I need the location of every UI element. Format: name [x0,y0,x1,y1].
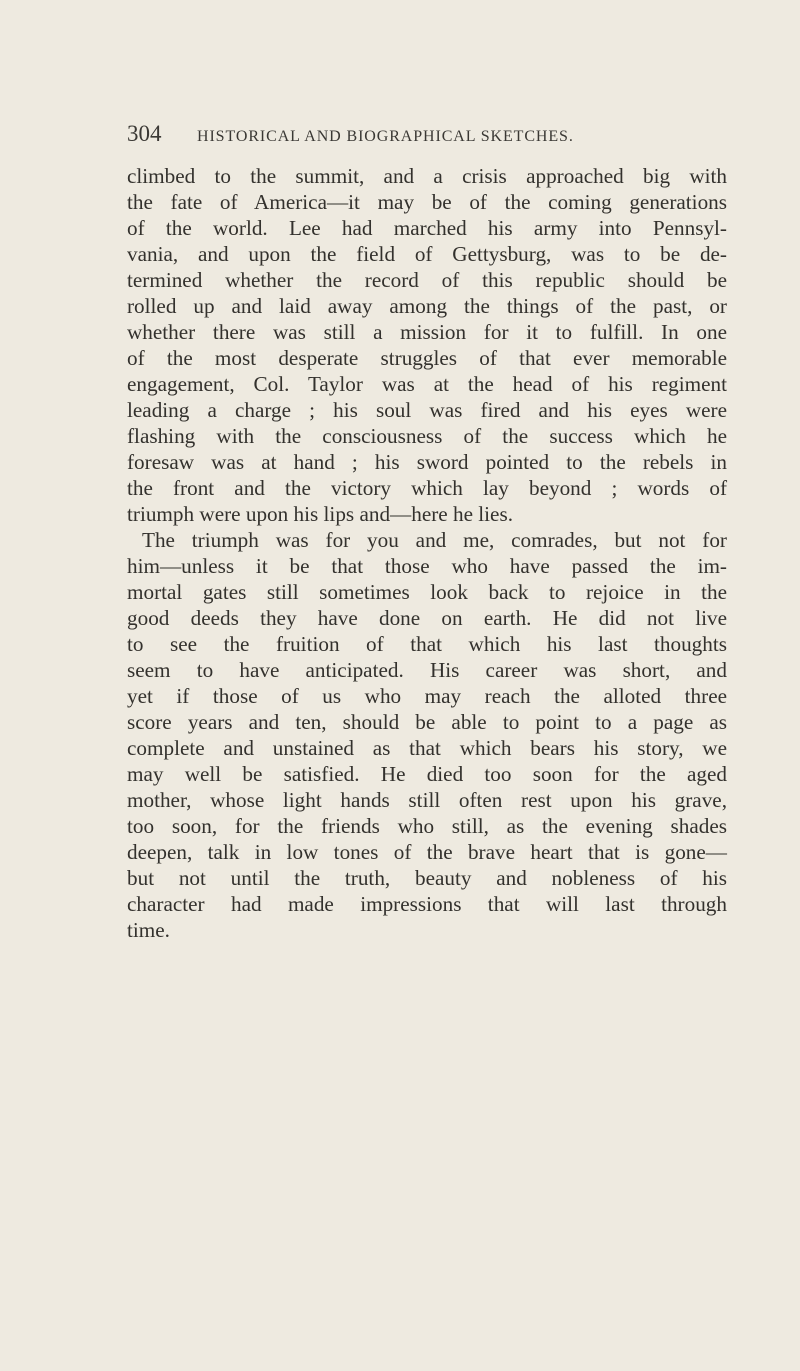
text-line: to see the fruition of that which his last thoughts [127,632,727,656]
text-line: rolled up and laid away among the things of the past, or [127,294,727,318]
text-line: mortal gates still sometimes look back to rejoice in the [127,580,727,604]
page-number: 304 [127,121,162,146]
text-line: triumph were upon his lips and—here he lies. [127,502,513,526]
text-line: too soon, for the friends who still, as the evening shades [127,814,727,838]
text-line: deepen, talk in low tones of the brave heart that is gone— [127,840,727,864]
text-line: leading a charge ; his soul was fired and his eyes were [127,398,727,422]
running-head: HISTORICAL AND BIOGRAPHICAL SKETCHES. [197,128,574,145]
page-header [127,121,707,147]
text-line: termined whether the record of this republic should be [127,268,727,292]
text-line: the front and the victory which lay beyond ; words of [127,476,727,500]
text-line: seem to have anticipated. His career was short, and [127,658,727,682]
text-line: him—unless it be that those who have passed the im- [127,554,727,578]
text-line: of the most desperate struggles of that ever memorable [127,346,727,370]
text-line: the fate of America—it may be of the coming generations [127,190,727,214]
text-line: complete and unstained as that which bears his story, we [127,736,727,760]
text-line: The triumph was for you and me, comrades, but not for [142,528,727,552]
body-text [127,163,727,943]
text-line: climbed to the summit, and a crisis approached big with [127,164,727,188]
text-line: engagement, Col. Taylor was at the head of his regiment [127,372,727,396]
text-line: score years and ten, should be able to point to a page as [127,710,727,734]
text-line: good deeds they have done on earth. He did not live [127,606,727,630]
text-line: yet if those of us who may reach the alloted three [127,684,727,708]
text-line: but not until the truth, beauty and nobleness of his [127,866,727,890]
text-line: of the world. Lee had marched his army into Pennsyl- [127,216,727,240]
text-line: flashing with the consciousness of the success which he [127,424,727,448]
text-line: whether there was still a mission for it to fulfill. In one [127,320,727,344]
text-line: time. [127,918,170,942]
text-line: vania, and upon the field of Gettysburg, was to be de- [127,242,727,266]
text-line: character had made impressions that will last through [127,892,727,916]
text-line: mother, whose light hands still often rest upon his grave, [127,788,727,812]
text-line: may well be satisfied. He died too soon for the aged [127,762,727,786]
text-line: foresaw was at hand ; his sword pointed to the rebels in [127,450,727,474]
